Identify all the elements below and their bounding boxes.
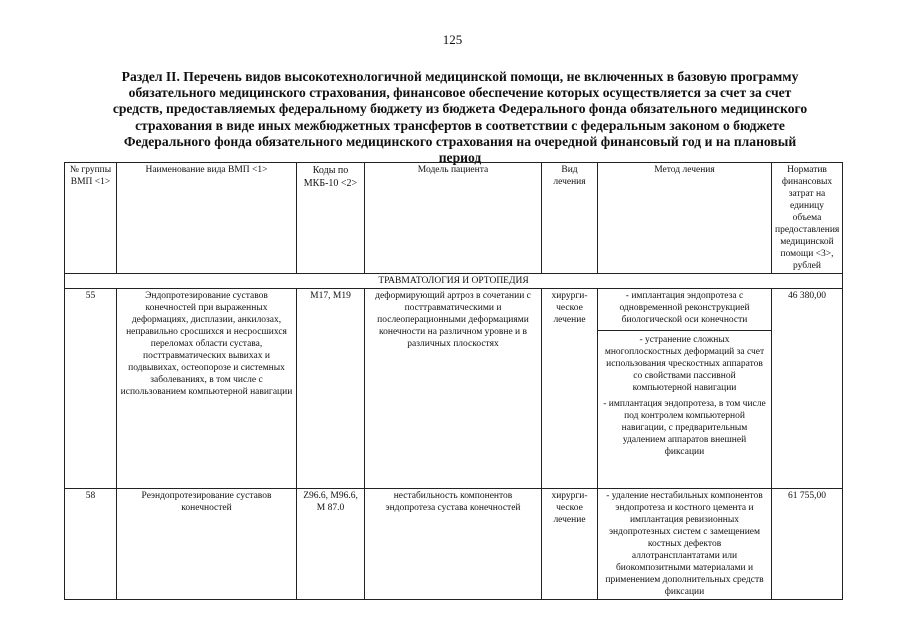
table-row (65, 489, 843, 600)
row-name: Эндопротезирование суставов конечностей при выраженных деформациях, дисплазии, анкилозах, неправильно сросшихся и несросшихся переломах области сустава, посттравматических вывихах и подвывихах, остеопорозе и системных заболеваниях, в том числе с использованием компьютерной навигации (117, 289, 297, 489)
row-type: хирурги-ческое лечение (542, 489, 598, 600)
title-line: период (438, 150, 482, 166)
row-codes: Z96.6, M96.6, M 87.0 (297, 489, 365, 600)
header-group: № группы ВМП <1> (65, 163, 117, 274)
title-line: обязательного медицинского страхования, финансовое обеспечение которых осуществляется за счет за счет (128, 85, 792, 101)
section-title (60, 69, 860, 166)
method-item: - удаление нестабильных компонентов эндопротеза и костного цемента и имплантация ревизионных эндопротезных систем с замещением костных дефектов аллотрансплантатами или биокомпозитными материалами и применением дополнительных средств фиксации (605, 491, 764, 597)
header-codes: Коды по МКБ-10 <2> (297, 163, 365, 274)
table-row (65, 289, 843, 489)
title-line: средств, предоставляемых федеральному бюджету из бюджета Федерального фонда обязательного медицинского (112, 101, 808, 117)
header-name: Наименование вида ВМП <1> (117, 163, 297, 274)
header-model: Модель пациента (365, 163, 542, 274)
vmp-table (64, 162, 843, 600)
row-methods (598, 489, 772, 600)
header-type: Вид лечения (542, 163, 598, 274)
page-number: 125 (442, 32, 463, 47)
row-cost: 46 380,00 (772, 289, 843, 489)
title-line: Федерального фонда обязательного медицинского страхования на очередной финансовый год и на плановый (123, 133, 797, 149)
title-line: Раздел II. Перечень видов высокотехнологичной медицинской помощи, не включенных в базовую программу (121, 69, 799, 84)
header-row (65, 163, 843, 274)
header-method: Метод лечения (598, 163, 772, 274)
header-cost: Норматив финансовых затрат на единицу объема предоставления медицинской помощи <3>, рублей (772, 163, 843, 274)
row-name: Реэндопротезирование суставов конечностей (117, 489, 297, 600)
method-item: - имплантация эндопротеза, в том числе под контролем компьютерной навигации, с предварительным удалением аппаратов внешней фиксации (603, 399, 766, 457)
row-codes: M17, M19 (297, 289, 365, 489)
row-model: нестабильность компонентов эндопротеза сустава конечностей (365, 489, 542, 600)
method-item: - устранение сложных многоплоскостных деформаций за счет использования чрескостных аппаратов со свойствами пассивной компьютерной навигации (598, 330, 771, 394)
row-group: 55 (65, 289, 117, 489)
section-label: ТРАВМАТОЛОГИЯ И ОРТОПЕДИЯ (65, 274, 843, 289)
row-type: хирурги-ческое лечение (542, 289, 598, 489)
row-model: деформирующий артроз в сочетании с посттравматическими и послеоперационными деформациями конечности на различном уровне и в различных плоскостях (365, 289, 542, 489)
row-cost: 61 755,00 (772, 489, 843, 600)
row-group: 58 (65, 489, 117, 600)
row-methods (598, 289, 772, 489)
method-item: - имплантация эндопротеза с одновременной реконструкцией биологической оси конечности (619, 291, 750, 325)
title-line: страхования в виде иных межбюджетных трансфертов в соответствии с федеральным законом о бюджете (135, 117, 785, 133)
section-row (65, 274, 843, 289)
